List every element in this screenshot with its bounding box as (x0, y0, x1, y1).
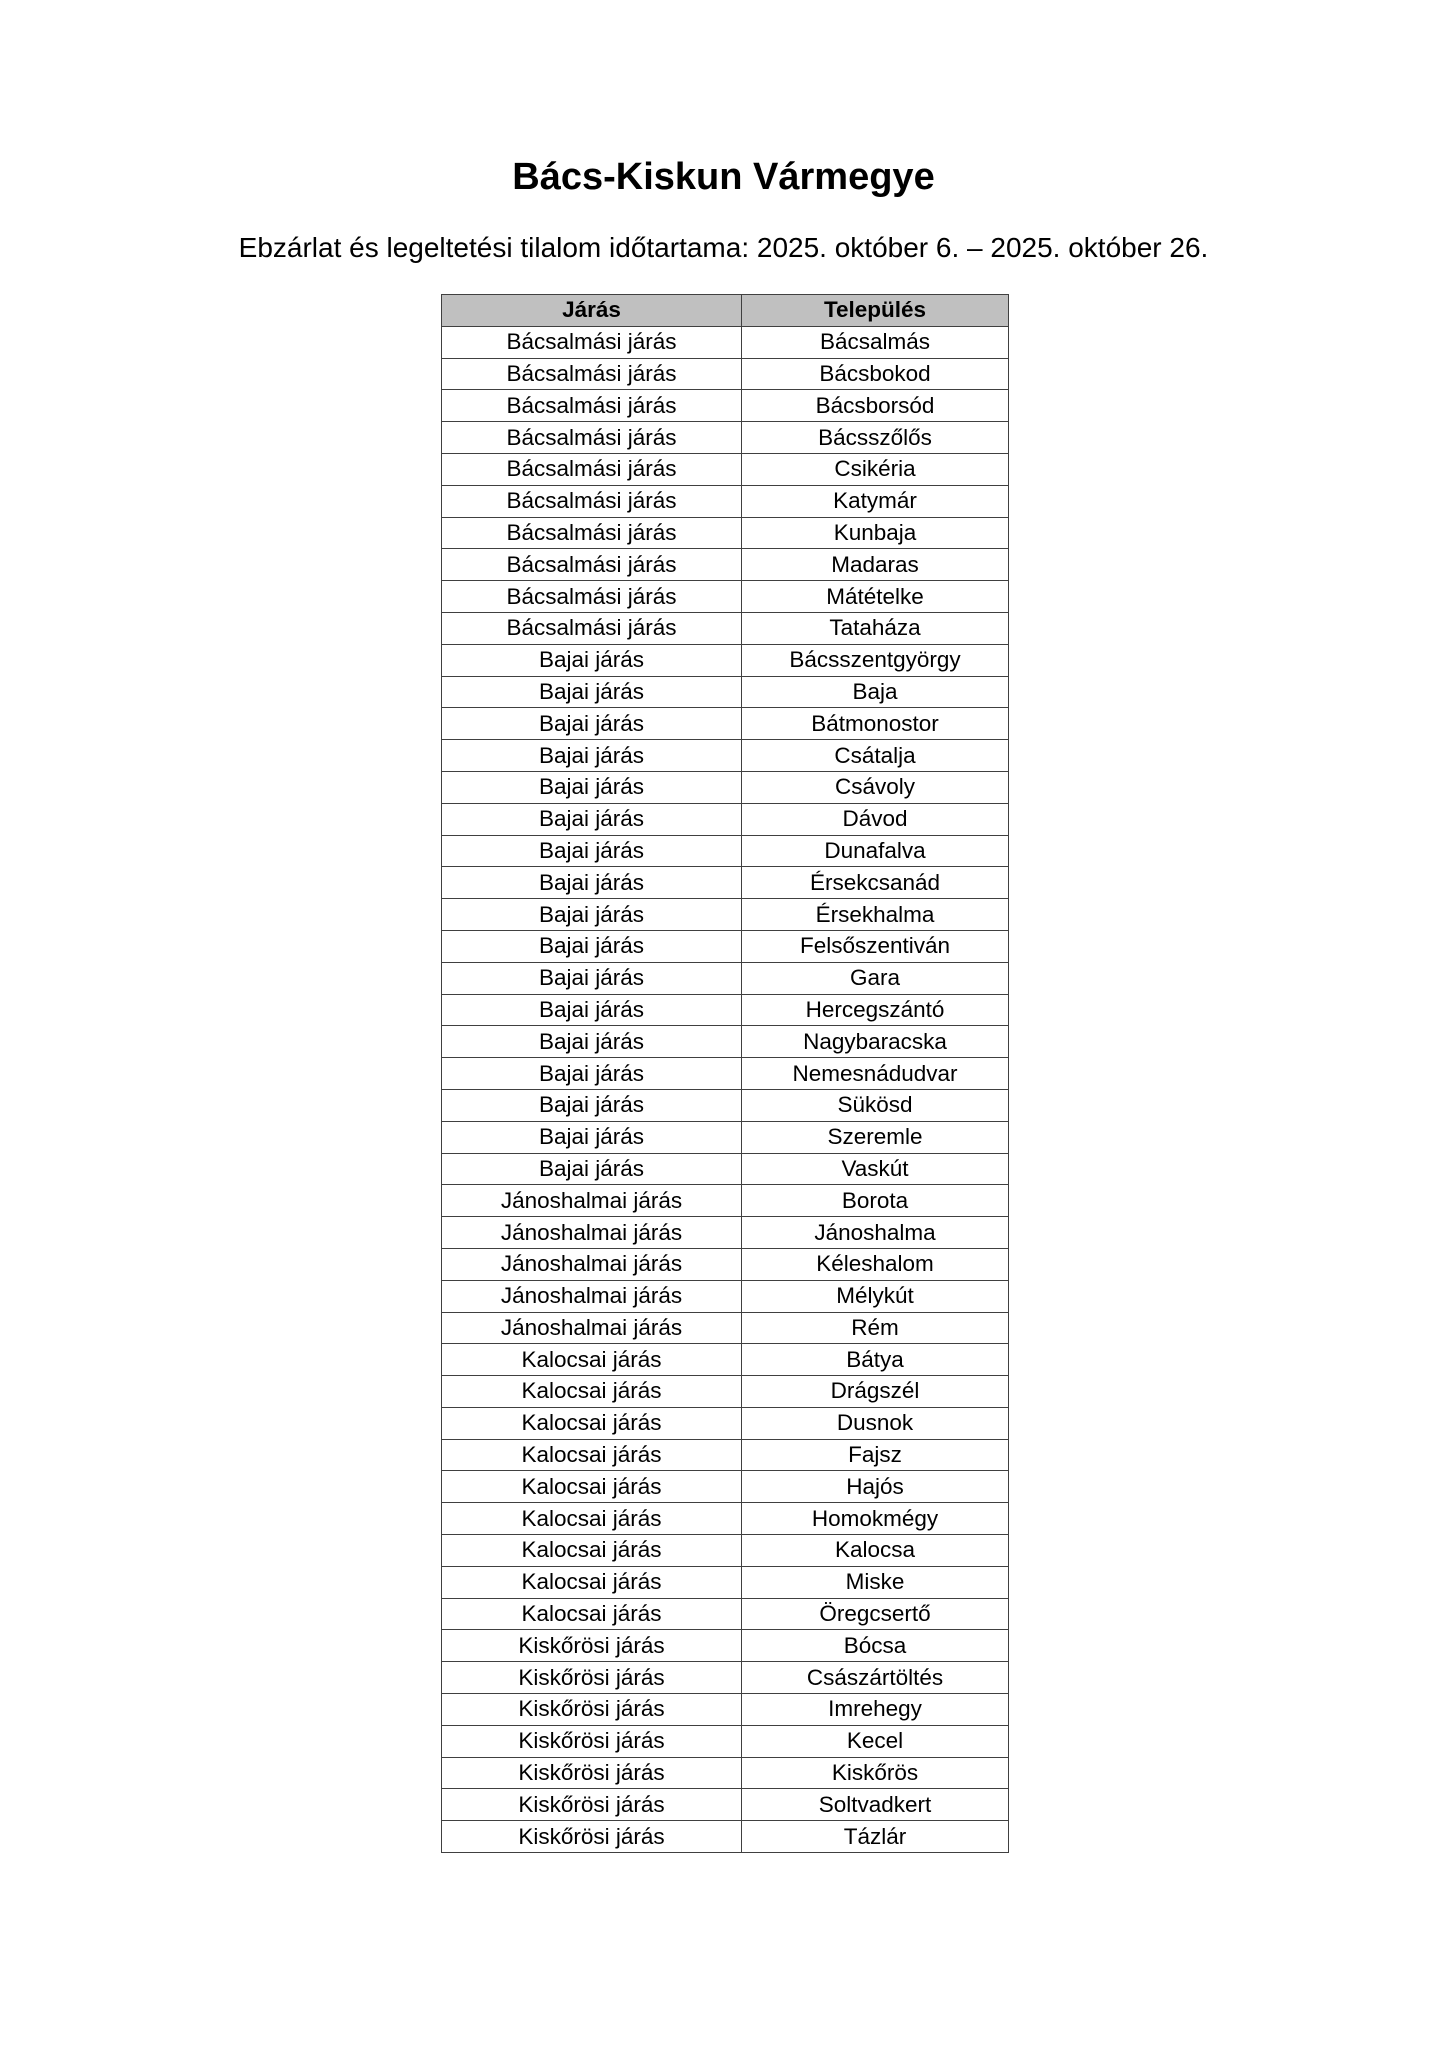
table-row (442, 1694, 1009, 1726)
cell-telepules: Miske (742, 1566, 1009, 1598)
cell-jaras: Kalocsai járás (442, 1566, 742, 1598)
cell-jaras: Bácsalmási járás (442, 549, 742, 581)
cell-jaras: Bajai járás (442, 1153, 742, 1185)
cell-telepules: Nagybaracska (742, 1026, 1009, 1058)
cell-telepules: Bácsszentgyörgy (742, 644, 1009, 676)
table-row (442, 676, 1009, 708)
table-row (442, 1789, 1009, 1821)
table-row (442, 740, 1009, 772)
cell-jaras: Bajai járás (442, 930, 742, 962)
cell-telepules: Csávoly (742, 771, 1009, 803)
cell-jaras: Bajai járás (442, 1121, 742, 1153)
cell-telepules: Öregcsertő (742, 1598, 1009, 1630)
cell-telepules: Homokmégy (742, 1503, 1009, 1535)
cell-jaras: Bajai járás (442, 835, 742, 867)
cell-telepules: Katymár (742, 485, 1009, 517)
cell-telepules: Császártöltés (742, 1662, 1009, 1694)
table-row (442, 517, 1009, 549)
table-row (442, 1026, 1009, 1058)
cell-telepules: Dávod (742, 803, 1009, 835)
table-row (442, 1757, 1009, 1789)
table-row (442, 708, 1009, 740)
table-row (442, 962, 1009, 994)
cell-telepules: Tázlár (742, 1821, 1009, 1853)
table-header-row (442, 295, 1009, 327)
cell-jaras: Jánoshalmai járás (442, 1185, 742, 1217)
table-row (442, 581, 1009, 613)
table-row (442, 1630, 1009, 1662)
table-row (442, 1503, 1009, 1535)
cell-jaras: Bajai járás (442, 1089, 742, 1121)
cell-telepules: Bácsborsód (742, 390, 1009, 422)
cell-telepules: Bócsa (742, 1630, 1009, 1662)
cell-jaras: Bajai járás (442, 994, 742, 1026)
table-row (442, 612, 1009, 644)
table-row (442, 1185, 1009, 1217)
table-row (442, 1535, 1009, 1567)
table-row (442, 1407, 1009, 1439)
cell-telepules: Csátalja (742, 740, 1009, 772)
cell-telepules: Imrehegy (742, 1694, 1009, 1726)
cell-jaras: Jánoshalmai járás (442, 1217, 742, 1249)
cell-jaras: Kalocsai járás (442, 1471, 742, 1503)
cell-jaras: Bajai járás (442, 899, 742, 931)
table-row (442, 1471, 1009, 1503)
cell-jaras: Bácsalmási járás (442, 581, 742, 613)
cell-telepules: Kunbaja (742, 517, 1009, 549)
cell-telepules: Sükösd (742, 1089, 1009, 1121)
cell-jaras: Kiskőrösi járás (442, 1662, 742, 1694)
cell-jaras: Kiskőrösi járás (442, 1725, 742, 1757)
cell-jaras: Bácsalmási járás (442, 612, 742, 644)
cell-telepules: Bácsalmás (742, 326, 1009, 358)
table-row (442, 1566, 1009, 1598)
table-row (442, 1153, 1009, 1185)
cell-jaras: Bácsalmási járás (442, 422, 742, 454)
cell-telepules: Jánoshalma (742, 1217, 1009, 1249)
cell-jaras: Bácsalmási járás (442, 390, 742, 422)
table-row (442, 644, 1009, 676)
cell-jaras: Bácsalmási járás (442, 326, 742, 358)
table-body (442, 326, 1009, 1852)
cell-jaras: Bajai járás (442, 644, 742, 676)
header-telepules: Település (742, 295, 1009, 327)
table-row (442, 1089, 1009, 1121)
cell-telepules: Nemesnádudvar (742, 1058, 1009, 1090)
cell-telepules: Vaskút (742, 1153, 1009, 1185)
cell-telepules: Érsekhalma (742, 899, 1009, 931)
cell-jaras: Bajai járás (442, 771, 742, 803)
table-row (442, 1058, 1009, 1090)
cell-jaras: Jánoshalmai járás (442, 1312, 742, 1344)
table-row (442, 1344, 1009, 1376)
table-row (442, 1248, 1009, 1280)
cell-telepules: Hajós (742, 1471, 1009, 1503)
table-row (442, 1662, 1009, 1694)
table-row (442, 326, 1009, 358)
cell-telepules: Tataháza (742, 612, 1009, 644)
table-row (442, 422, 1009, 454)
document-subtitle: Ebzárlat és legeltetési tilalom időtartama: 2025. október 6. – 2025. október 26. (238, 232, 1209, 263)
table-row (442, 1725, 1009, 1757)
cell-telepules: Felsőszentiván (742, 930, 1009, 962)
cell-jaras: Bajai járás (442, 740, 742, 772)
cell-telepules: Rém (742, 1312, 1009, 1344)
table-row (442, 1598, 1009, 1630)
table-row (442, 549, 1009, 581)
table-row (442, 358, 1009, 390)
cell-jaras: Bácsalmási járás (442, 485, 742, 517)
document-title: Bács-Kiskun Vármegye (512, 156, 935, 198)
cell-jaras: Kiskőrösi járás (442, 1630, 742, 1662)
cell-telepules: Csikéria (742, 453, 1009, 485)
cell-jaras: Bajai járás (442, 1058, 742, 1090)
cell-telepules: Gara (742, 962, 1009, 994)
table-row (442, 867, 1009, 899)
table-row (442, 1217, 1009, 1249)
cell-jaras: Jánoshalmai járás (442, 1248, 742, 1280)
cell-jaras: Kiskőrösi járás (442, 1789, 742, 1821)
table-row (442, 390, 1009, 422)
cell-jaras: Kiskőrösi járás (442, 1757, 742, 1789)
table-row (442, 835, 1009, 867)
cell-jaras: Bácsalmási járás (442, 453, 742, 485)
cell-telepules: Bátya (742, 1344, 1009, 1376)
cell-jaras: Kalocsai járás (442, 1503, 742, 1535)
table-row (442, 899, 1009, 931)
cell-jaras: Bajai járás (442, 676, 742, 708)
cell-jaras: Kalocsai járás (442, 1376, 742, 1408)
cell-jaras: Bajai járás (442, 867, 742, 899)
cell-telepules: Bátmonostor (742, 708, 1009, 740)
cell-telepules: Dusnok (742, 1407, 1009, 1439)
cell-telepules: Soltvadkert (742, 1789, 1009, 1821)
cell-telepules: Kecel (742, 1725, 1009, 1757)
table-row (442, 1376, 1009, 1408)
table-row (442, 930, 1009, 962)
table-row (442, 1439, 1009, 1471)
table-row (442, 1280, 1009, 1312)
cell-jaras: Jánoshalmai járás (442, 1280, 742, 1312)
cell-telepules: Szeremle (742, 1121, 1009, 1153)
cell-telepules: Drágszél (742, 1376, 1009, 1408)
cell-telepules: Hercegszántó (742, 994, 1009, 1026)
cell-jaras: Kalocsai járás (442, 1344, 742, 1376)
cell-telepules: Mátételke (742, 581, 1009, 613)
cell-jaras: Kalocsai járás (442, 1598, 742, 1630)
cell-telepules: Baja (742, 676, 1009, 708)
cell-telepules: Borota (742, 1185, 1009, 1217)
cell-jaras: Kalocsai járás (442, 1535, 742, 1567)
cell-jaras: Bajai járás (442, 962, 742, 994)
cell-jaras: Kalocsai járás (442, 1407, 742, 1439)
cell-telepules: Fajsz (742, 1439, 1009, 1471)
header-jaras: Járás (442, 295, 742, 327)
cell-jaras: Bácsalmási járás (442, 358, 742, 390)
cell-jaras: Kiskőrösi járás (442, 1821, 742, 1853)
cell-jaras: Bácsalmási járás (442, 517, 742, 549)
cell-telepules: Mélykút (742, 1280, 1009, 1312)
cell-jaras: Bajai járás (442, 708, 742, 740)
table-row (442, 453, 1009, 485)
settlements-table (441, 294, 1009, 1853)
cell-telepules: Madaras (742, 549, 1009, 581)
cell-jaras: Bajai járás (442, 803, 742, 835)
cell-telepules: Kalocsa (742, 1535, 1009, 1567)
cell-telepules: Bácsbokod (742, 358, 1009, 390)
cell-jaras: Bajai járás (442, 1026, 742, 1058)
table-row (442, 771, 1009, 803)
table-row (442, 485, 1009, 517)
cell-jaras: Kiskőrösi járás (442, 1694, 742, 1726)
cell-telepules: Kiskőrös (742, 1757, 1009, 1789)
cell-telepules: Kéleshalom (742, 1248, 1009, 1280)
table-row (442, 1121, 1009, 1153)
table-row (442, 994, 1009, 1026)
cell-jaras: Kalocsai járás (442, 1439, 742, 1471)
table-row (442, 1312, 1009, 1344)
cell-telepules: Bácsszőlős (742, 422, 1009, 454)
cell-telepules: Érsekcsanád (742, 867, 1009, 899)
cell-telepules: Dunafalva (742, 835, 1009, 867)
table-row (442, 803, 1009, 835)
table-row (442, 1821, 1009, 1853)
